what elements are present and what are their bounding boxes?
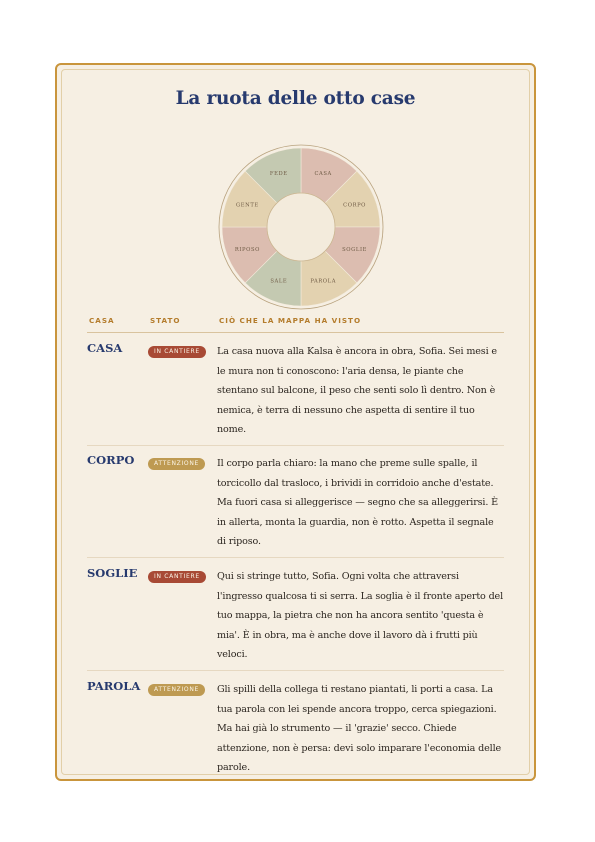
wheel-label-riposo: RIPOSO (234, 246, 260, 253)
row-description: La casa nuova alla Kalsa è ancora in obra, Sofia. Sei mesi e le mura non ti conoscono: l'aria densa, le piante che stentano sul balcone, il peso che senti solo lì dentro. Non è nemica, è terra di nessuno che aspetta di sentire il tuo nome. (217, 346, 497, 436)
row-divider (87, 445, 504, 446)
row-description: Qui si stringe tutto, Sofia. Ogni volta che attraversi l'ingresso qualcosa ti si serra. La soglia è il fronte aperto del tuo mappa, la pietra che non ha ancora sentito 'questa è mia'. È in obra, ma è anche dove il lavoro dà i frutti più veloci. (217, 571, 504, 661)
row-house-name: CORPO (87, 453, 135, 467)
status-badge: IN CANTIERE (148, 346, 206, 358)
status-badge: IN CANTIERE (148, 571, 206, 583)
row-divider (87, 557, 504, 558)
wheel-center (267, 193, 335, 261)
row-divider (87, 670, 504, 671)
table-row (87, 673, 504, 778)
wheel-label-casa: CASA (314, 171, 332, 178)
house-wheel (218, 144, 384, 310)
row-house-name: PAROLA (87, 679, 141, 693)
status-badge: ATTENZIONE (148, 684, 205, 696)
row-description: Gli spilli della collega ti restano piantati, li porti a casa. La tua parola con lei spende ancora troppo, cerca spiegazioni. Ma hai già lo strumento — il 'grazie' secco. Chiede attenzione, non è persa: devi solo imparare l'economia delle parole. (217, 684, 502, 774)
wheel-label-sale: SALE (270, 278, 288, 285)
header-divider (87, 332, 504, 333)
wheel-label-gente: GENTE (236, 202, 259, 209)
wheel-label-soglie: SOGLIE (342, 246, 368, 253)
report-card (55, 63, 536, 781)
page-title: La ruota delle otto case (175, 88, 416, 109)
row-house-name: SOGLIE (87, 566, 138, 580)
column-header-stato: STATO (150, 316, 181, 325)
wheel-label-fede: FEDE (269, 171, 288, 178)
table-row (87, 335, 504, 446)
row-house-name: CASA (87, 341, 123, 355)
status-badge: ATTENZIONE (148, 458, 205, 470)
wheel-label-parola: PAROLA (310, 278, 337, 285)
column-header-visto: CIÒ CHE LA MAPPA HA VISTO (219, 316, 362, 325)
table-row (87, 560, 504, 671)
row-description: Il corpo parla chiaro: la mano che preme sulle spalle, il torcicollo dal trasloco, i brividi in corridoio anche d'estate. Ma fuori casa si alleggerisce — segno che sa alleggerirsi. È in allerta, monta la guardia, non è rotto. Aspetta il segnale di riposo. (217, 458, 498, 548)
table-row (87, 447, 504, 558)
column-header-casa: CASA (89, 316, 115, 325)
wheel-label-corpo: CORPO (343, 202, 367, 209)
